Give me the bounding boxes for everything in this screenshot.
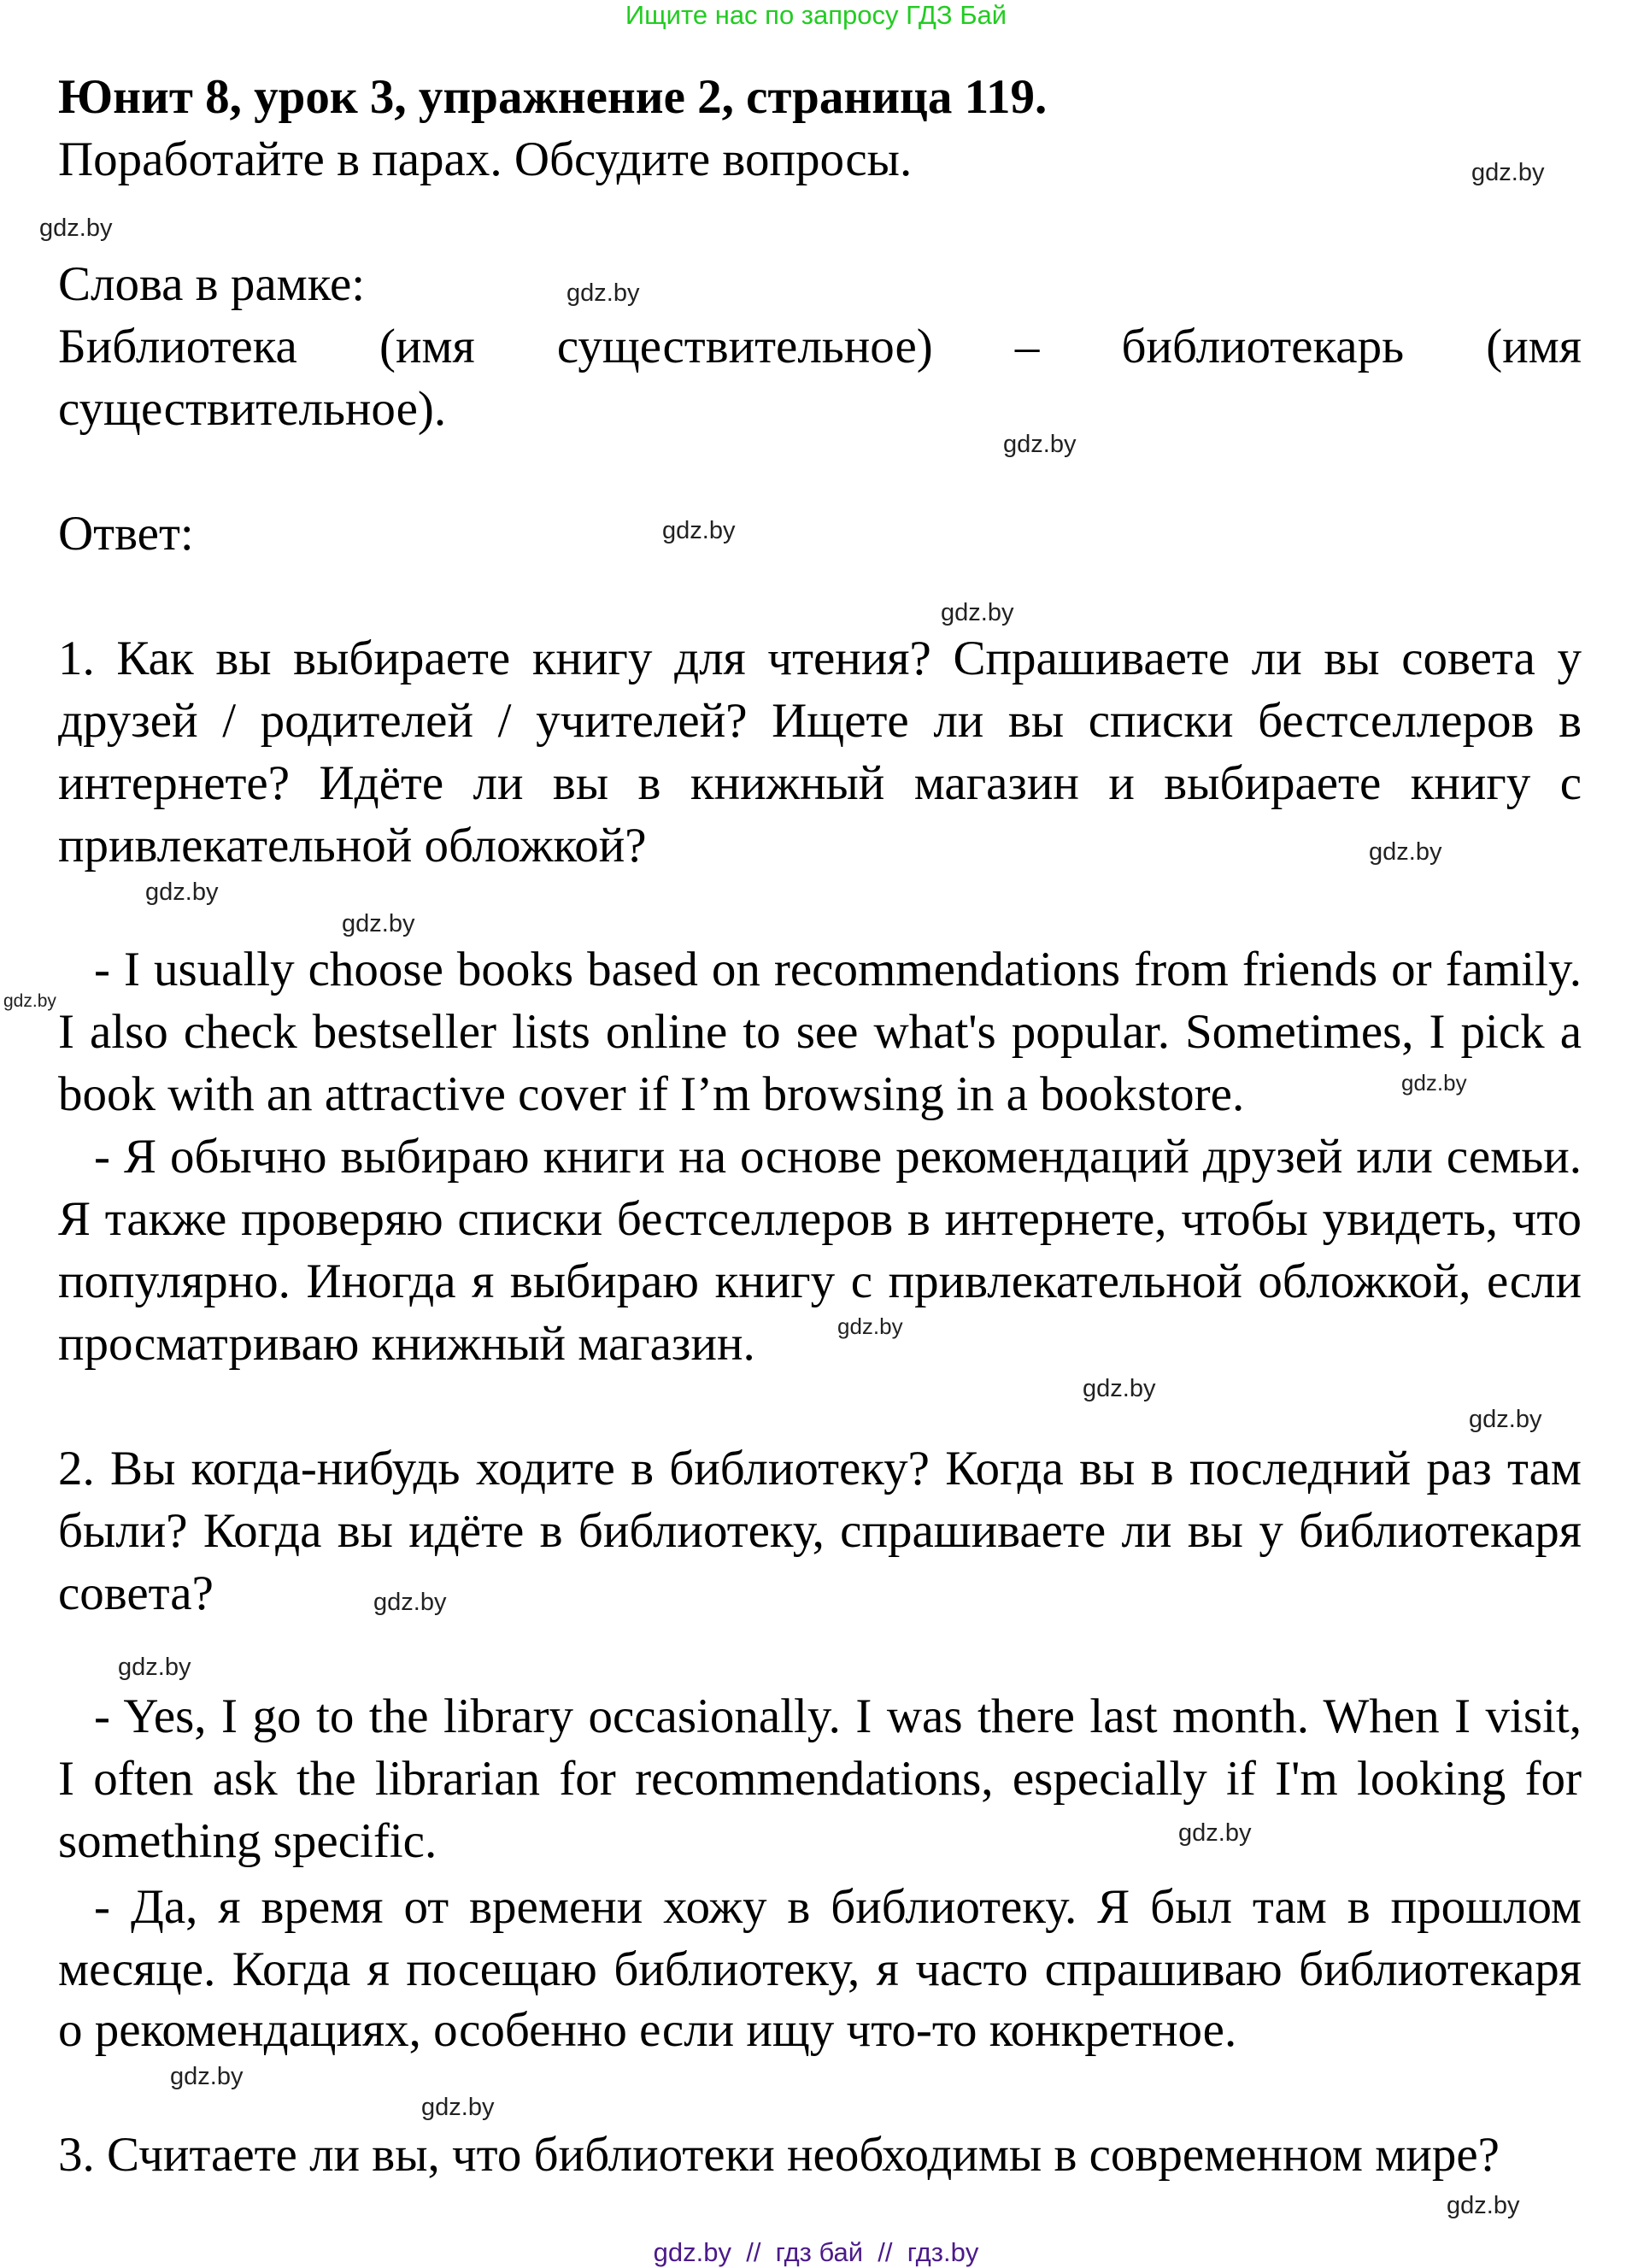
box-words-line: Библиотека (имя существительное) – библиотекарь (имя bbox=[58, 320, 1582, 373]
watermark: gdz.by bbox=[662, 517, 736, 544]
box-words-label: Слова в рамке: bbox=[58, 257, 366, 311]
watermark: gdz.by bbox=[837, 1313, 903, 1339]
watermark: gdz.by bbox=[567, 279, 640, 307]
watermark: gdz.by bbox=[1178, 1819, 1252, 1847]
answer-1-ru-line: - Я обычно выбираю книги на основе рекомендаций друзей или семьи. bbox=[94, 1130, 1582, 1184]
question-1-line: привлекательной обложкой? bbox=[58, 819, 647, 873]
watermark: gdz.by bbox=[941, 599, 1014, 626]
answer-2-ru-line: - Да, я время от времени хожу в библиотеку. Я был там в прошлом bbox=[94, 1880, 1582, 1934]
search-banner: Ищите нас по запросу ГДЗ Бай bbox=[625, 0, 1007, 30]
question-1-line: друзей / родителей / учителей? Ищете ли вы списки бестселлеров в bbox=[58, 694, 1582, 748]
footer-links[interactable]: gdz.by // гдз бай // гдз.by bbox=[653, 2237, 979, 2267]
watermark: gdz.by bbox=[373, 1589, 447, 1616]
watermark: gdz.by bbox=[1447, 2192, 1520, 2219]
instruction: Поработайте в парах. Обсудите вопросы. bbox=[58, 132, 913, 186]
answer-1-ru-line: Я также проверяю списки бестселлеров в интернете, чтобы увидеть, что bbox=[58, 1192, 1582, 1246]
watermark: gdz.by bbox=[1469, 1406, 1542, 1433]
watermark: gdz.by bbox=[3, 991, 56, 1011]
watermark: gdz.by bbox=[1003, 431, 1077, 458]
watermark: gdz.by bbox=[1083, 1375, 1156, 1402]
question-1-line: интернете? Идёте ли вы в книжный магазин и выбираете книгу с bbox=[58, 756, 1582, 810]
question-3: 3. Считаете ли вы, что библиотеки необходимы в современном мире? bbox=[58, 2128, 1500, 2182]
watermark: gdz.by bbox=[1369, 838, 1442, 866]
watermark: gdz.by bbox=[39, 214, 113, 242]
answer-2-en-line: something specific. bbox=[58, 1814, 437, 1868]
answer-2-ru-line: месяце. Когда я посещаю библиотеку, я часто спрашиваю библиотекаря bbox=[58, 1942, 1582, 1996]
answer-1-en-line: I also check bestseller lists online to see what's popular. Sometimes, I pick a bbox=[58, 1005, 1582, 1059]
watermark: gdz.by bbox=[342, 910, 415, 937]
question-2-line: совета? bbox=[58, 1566, 214, 1620]
answer-label: Ответ: bbox=[58, 507, 194, 561]
question-2-line: были? Когда вы идёте в библиотеку, спрашиваете ли вы у библиотекаря bbox=[58, 1504, 1582, 1558]
question-2-line: 2. Вы когда-нибудь ходите в библиотеку? Когда вы в последний раз там bbox=[58, 1442, 1582, 1495]
answer-2-ru-line: о рекомендациях, особенно если ищу что-то конкретное. bbox=[58, 2003, 1237, 2057]
box-words-line: существительное). bbox=[58, 382, 447, 436]
answer-1-ru-line: просматриваю книжный магазин. bbox=[58, 1317, 755, 1371]
watermark: gdz.by bbox=[1471, 159, 1545, 186]
answer-2-en-line: - Yes, I go to the library occasionally. I was there last month. When I visit, bbox=[94, 1689, 1582, 1743]
watermark: gdz.by bbox=[421, 2094, 495, 2121]
watermark: gdz.by bbox=[118, 1654, 191, 1681]
answer-2-en-line: I often ask the librarian for recommendations, especially if I'm looking for bbox=[58, 1752, 1582, 1806]
question-1-line: 1. Как вы выбираете книгу для чтения? Спрашиваете ли вы совета у bbox=[58, 632, 1582, 685]
watermark: gdz.by bbox=[1401, 1070, 1467, 1096]
answer-1-en-line: book with an attractive cover if I’m browsing in a bookstore. bbox=[58, 1067, 1245, 1121]
watermark: gdz.by bbox=[145, 878, 219, 906]
page-title: Юнит 8, урок 3, упражнение 2, страница 119. bbox=[58, 70, 1048, 124]
answer-1-en-line: - I usually choose books based on recommendations from friends or family. bbox=[94, 943, 1582, 996]
answer-1-ru-line: популярно. Иногда я выбираю книгу с привлекательной обложкой, если bbox=[58, 1254, 1582, 1308]
watermark: gdz.by bbox=[170, 2063, 244, 2090]
